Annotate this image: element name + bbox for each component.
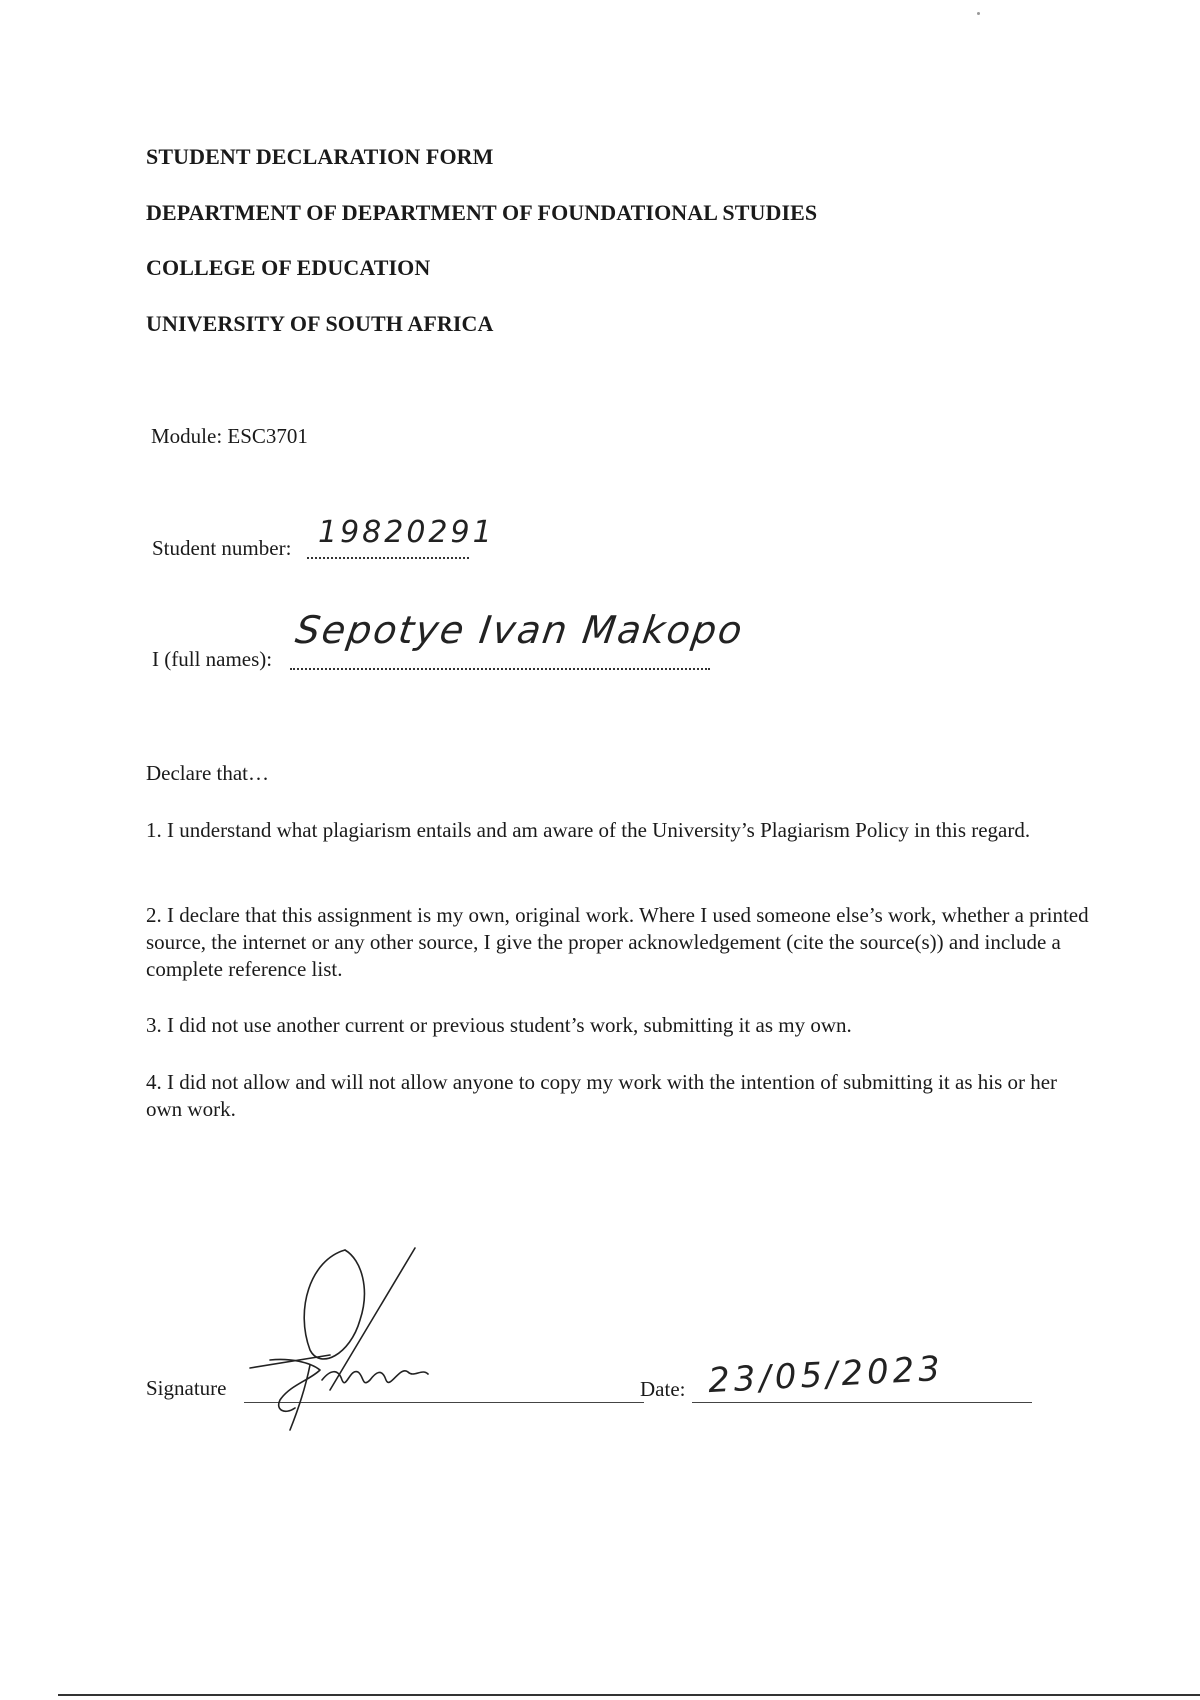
declare-intro: Declare that… xyxy=(146,761,270,785)
date-handwritten: 23/05/2023 xyxy=(707,1348,945,1402)
module-label: Module: ESC3701 xyxy=(151,424,308,448)
declaration-item-3: 3. I did not use another current or previous student’s work, submitting it as my own. xyxy=(146,1013,852,1037)
declaration-item-1: 1. I understand what plagiarism entails and am aware of the University’s Plagiarism Policy in this regard. xyxy=(146,818,1031,842)
date-line xyxy=(692,1402,1032,1403)
signature-label: Signature xyxy=(146,1376,227,1400)
college-heading: COLLEGE OF EDUCATION xyxy=(146,255,431,280)
department-heading: DEPARTMENT OF DEPARTMENT OF FOUNDATIONAL STUDIES xyxy=(146,200,818,225)
student-number-dotted-line xyxy=(307,557,469,559)
student-number-handwritten: 19820291 xyxy=(318,515,495,550)
date-label: Date: xyxy=(640,1377,686,1401)
student-number-label: Student number: xyxy=(152,536,292,560)
university-heading: UNIVERSITY OF SOUTH AFRICA xyxy=(146,311,494,336)
form-title: STUDENT DECLARATION FORM xyxy=(146,144,494,169)
full-names-handwritten: Sepotye Ivan Makopo xyxy=(292,608,747,652)
signature-handwritten-mark xyxy=(250,1240,450,1430)
declaration-item-4: 4. I did not allow and will not allow anyone to copy my work with the intention of submitting it as his or her own work. xyxy=(146,1070,1058,1121)
page-bottom-rule xyxy=(58,1694,1200,1696)
scan-speck xyxy=(977,12,980,15)
full-names-dotted-line xyxy=(290,668,710,670)
declaration-item-2: 2. I declare that this assignment is my own, original work. Where I used someone else’s work, whether a printed source, the internet or any other source, I give the proper acknowledgement (cite the source(s)) and include a complete reference list. xyxy=(146,903,1089,981)
full-names-label: I (full names): xyxy=(152,647,273,671)
